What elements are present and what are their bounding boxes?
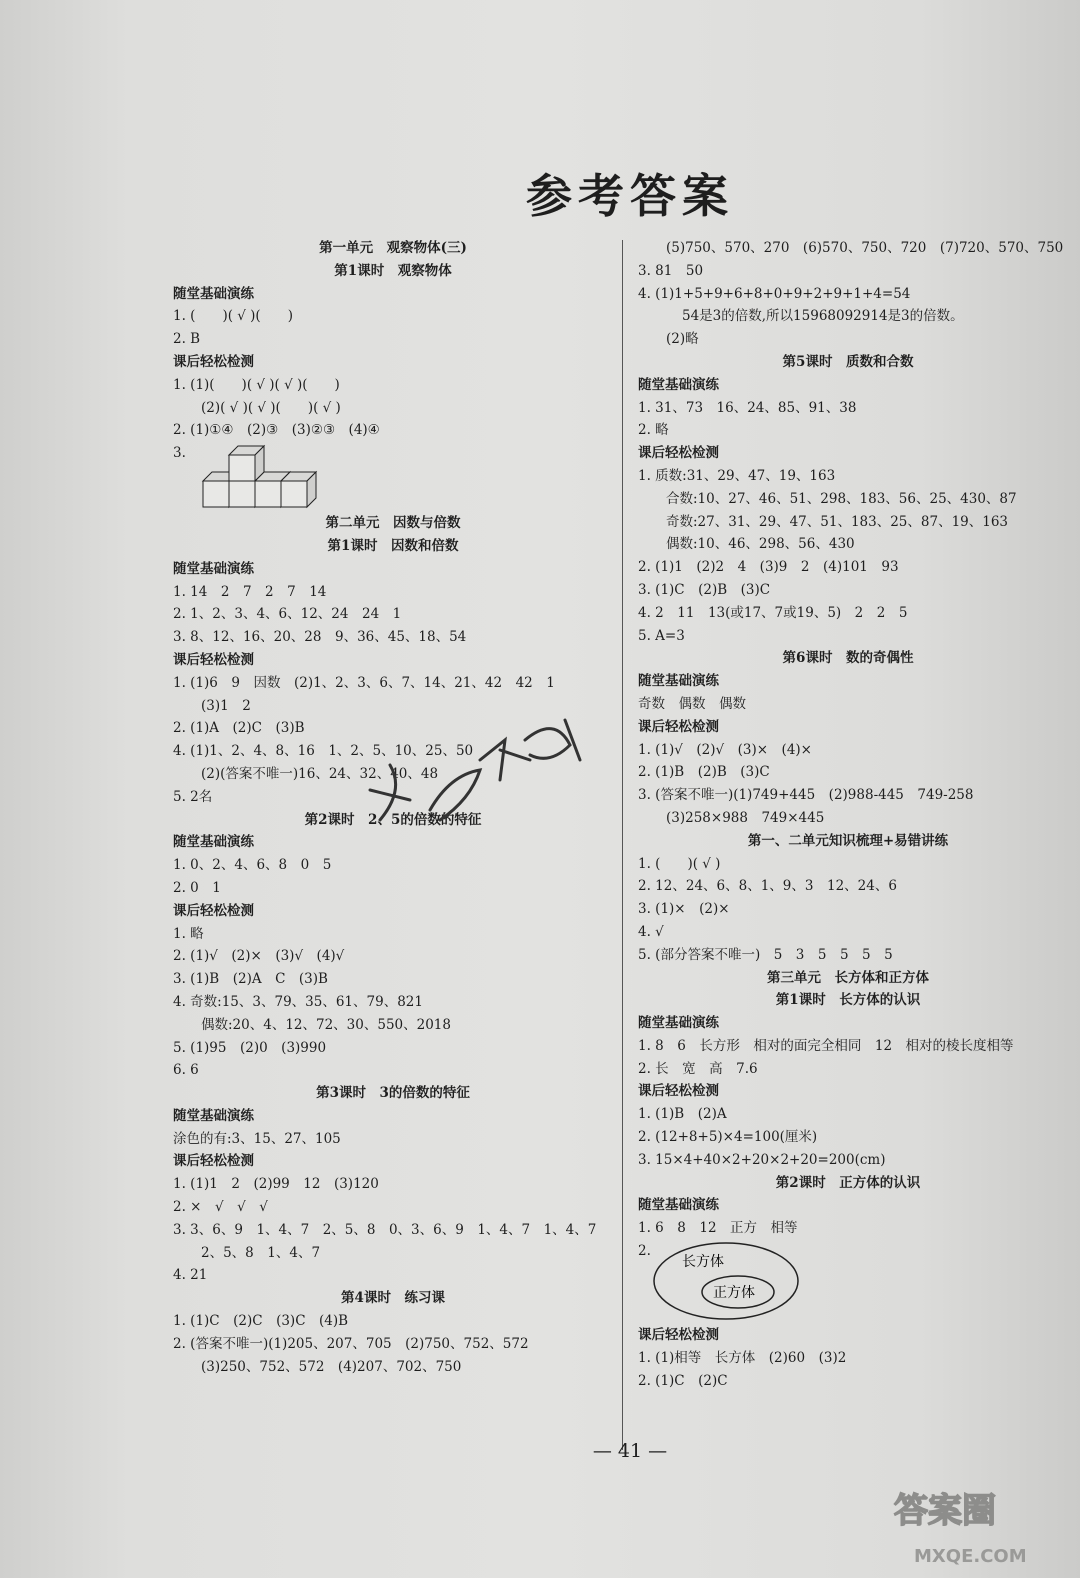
right-line: 1. (1)B (2)A [638, 1106, 727, 1123]
right-line: 2. (1)1 (2)2 4 (3)9 2 (4)101 93 [638, 559, 899, 576]
left-line: 6. 6 [173, 1062, 199, 1079]
left-line: 2、5、8 1、4、7 [201, 1244, 321, 1261]
left-line: 1. ( )( √ )( ) [173, 308, 293, 325]
right-line: (5)750、570、270 (6)570、750、720 (7)720、570、750 [666, 240, 1064, 256]
right-line: 2. 略 [638, 422, 669, 439]
left-line: 第3课时 3的倍数的特征 [316, 1085, 470, 1102]
left-line: 3. 3、6、9 1、4、7 2、5、8 0、3、6、9 1、4、7 1、4、7 [173, 1221, 597, 1238]
right-line: 课后轻松检测 [638, 1083, 719, 1100]
right-line: 1. (1)相等 长方体 (2)60 (3)2 [638, 1349, 847, 1366]
left-line: 随堂基础演练 [173, 560, 254, 577]
left-line: 2. (答案不唯一)(1)205、207、705 (2)750、752、572 [173, 1335, 529, 1352]
question-label: 2. [638, 1243, 651, 1260]
right-line: 1. (1)√ (2)√ (3)× (4)× [638, 741, 812, 758]
right-line: 随堂基础演练 [638, 1197, 719, 1214]
left-line: 1. (1)6 9 因数 (2)1、2、3、6、7、14、21、42 42 1 [173, 674, 555, 691]
cube-stack-diagram [199, 442, 359, 522]
right-line: 奇数 偶数 偶数 [638, 695, 746, 712]
left-line: 2. 0 1 [173, 879, 221, 896]
right-line: 3. (1)× (2)× [638, 901, 730, 918]
left-line: 随堂基础演练 [173, 834, 254, 851]
watermark-url: MXQE.COM [914, 1546, 1027, 1567]
right-line: 2. (1)B (2)B (3)C [638, 764, 770, 781]
left-line: 课后轻松检测 [173, 1153, 254, 1170]
left-line: 涂色的有:3、15、27、105 [173, 1130, 341, 1147]
cube-face [229, 481, 255, 507]
left-line: 课后轻松检测 [173, 353, 254, 370]
left-line: 2. (1)A (2)C (3)B [173, 720, 305, 737]
left-line: 3. (1)B (2)A C (3)B [173, 971, 328, 988]
watermark-logo [890, 1470, 1075, 1570]
right-line: 第2课时 正方体的认识 [775, 1174, 921, 1191]
left-line: 4. 21 [173, 1267, 208, 1284]
right-line: 课后轻松检测 [638, 445, 719, 462]
right-line: 1. 6 8 12 正方 相等 [638, 1220, 798, 1237]
left-line: 2. × √ √ √ [173, 1199, 268, 1216]
left-line: (2)( √ )( √ )( )( √ ) [201, 399, 341, 416]
right-column [638, 237, 1064, 1392]
right-line: 5. A=3 [638, 627, 685, 644]
left-line: 2. B [173, 331, 201, 348]
right-line: 2. (1)C (2)C [638, 1372, 728, 1389]
right-line: 1. 8 6 长方形 相对的面完全相同 12 相对的棱长度相等 [638, 1037, 1014, 1054]
left-line: 5. 2名 [173, 788, 213, 805]
page-number: — 41 — [592, 1440, 668, 1462]
venn-inner-label: 正方体 [713, 1285, 755, 1302]
right-line: 1. 31、73 16、24、85、91、38 [638, 399, 857, 416]
venn-diagram [646, 1236, 816, 1324]
left-line: 第1课时 因数和倍数 [327, 537, 459, 554]
right-line: 3. (1)C (2)B (3)C [638, 581, 771, 598]
left-line: 1. (1)C (2)C (3)C (4)B [173, 1313, 349, 1330]
right-line [638, 1240, 1058, 1324]
left-line: 第1课时 观察物体 [334, 262, 452, 279]
left-line [173, 442, 613, 512]
right-line: 4. √ [638, 923, 664, 940]
right-line: 随堂基础演练 [638, 673, 719, 690]
left-line: 1. 略 [173, 925, 204, 942]
venn-outer-label: 长方体 [682, 1254, 724, 1271]
page-title: 参考答案 [526, 169, 734, 223]
left-line: 随堂基础演练 [173, 1107, 254, 1124]
left-line: 第一单元 观察物体(三) [319, 240, 467, 256]
right-line: 54是3的倍数,所以15968092914是3的倍数。 [682, 308, 964, 325]
right-line: 4. 2 11 13(或17、7或19、5) 2 2 5 [638, 604, 908, 621]
handwritten-scribble [360, 700, 620, 860]
watermark-text: 答案圈 [894, 1491, 996, 1531]
left-line: (3)1 2 [201, 697, 251, 714]
left-line: 第二单元 因数与倍数 [325, 515, 461, 532]
left-line: (3)250、752、572 (4)207、702、750 [201, 1358, 462, 1375]
cube-face [229, 455, 255, 481]
right-line: 2. (12+8+5)×4=100(厘米) [638, 1129, 818, 1146]
right-line: 课后轻松检测 [638, 1327, 719, 1344]
left-line: 第4课时 练习课 [341, 1290, 445, 1307]
left-line: 4. 奇数:15、3、79、35、61、79、821 [173, 993, 423, 1010]
right-line: 4. (1)1+5+9+6+8+0+9+2+9+1+4=54 [638, 285, 911, 302]
right-line: 3. (答案不唯一)(1)749+445 (2)988-445 749-258 [638, 787, 974, 804]
left-line: 2. (1)①④ (2)③ (3)②③ (4)④ [173, 422, 380, 439]
left-line: 随堂基础演练 [173, 285, 254, 302]
column-divider [622, 240, 623, 1450]
right-line: 5. (部分答案不唯一) 5 3 5 5 5 5 [638, 946, 893, 963]
right-line: 第5课时 质数和合数 [782, 353, 914, 370]
right-line: 1. 质数:31、29、47、19、163 [638, 467, 836, 484]
left-line: 4. (1)1、2、4、8、16 1、2、5、10、25、50 [173, 743, 474, 760]
right-line: 奇数:27、31、29、47、51、183、25、87、19、163 [666, 513, 1009, 530]
left-line: 1. (1)( )( √ )( √ )( ) [173, 376, 340, 393]
right-line: 第三单元 长方体和正方体 [767, 969, 929, 986]
right-line: 1. ( )( √ ) [638, 855, 721, 872]
right-line: 课后轻松检测 [638, 718, 719, 735]
right-line: 2. 长 宽 高 7.6 [638, 1060, 758, 1077]
left-line: 2. 1、2、3、4、6、12、24 24 1 [173, 606, 402, 623]
left-line: 1. 14 2 7 2 7 14 [173, 583, 327, 600]
left-line: 1. (1)1 2 (2)99 12 (3)120 [173, 1176, 379, 1193]
left-line: 课后轻松检测 [173, 651, 254, 668]
right-line: 第1课时 长方体的认识 [775, 992, 921, 1009]
question-label: 3. [173, 445, 186, 462]
left-line: 课后轻松检测 [173, 902, 254, 919]
right-line: (3)258×988 749×445 [666, 809, 825, 826]
left-line: 偶数:20、4、12、72、30、550、2018 [201, 1016, 451, 1033]
left-line: (2)(答案不唯一)16、24、32、40、48 [201, 765, 439, 782]
right-line: 第一、二单元知识梳理+易错讲练 [747, 832, 949, 849]
left-line: 3. 8、12、16、20、28 9、36、45、18、54 [173, 629, 467, 646]
right-line: 随堂基础演练 [638, 376, 719, 393]
right-line: 偶数:10、46、298、56、430 [666, 536, 855, 553]
cube-face [255, 481, 281, 507]
left-line: 2. (1)√ (2)× (3)√ (4)√ [173, 948, 345, 965]
right-line: 3. 15×4+40×2+20×2+20=200(cm) [638, 1151, 886, 1168]
left-line: 1. 0、2、4、6、8 0 5 [173, 857, 332, 874]
right-line: 随堂基础演练 [638, 1015, 719, 1032]
left-line: 第2课时 2、5的倍数的特征 [304, 811, 482, 828]
right-line: 第6课时 数的奇偶性 [782, 650, 914, 667]
right-line: (2)略 [666, 331, 699, 348]
left-line: 5. (1)95 (2)0 (3)990 [173, 1039, 327, 1056]
cube-face [281, 481, 307, 507]
right-line: 合数:10、27、46、51、298、183、56、25、430、87 [666, 490, 1017, 507]
right-line: 3. 81 50 [638, 262, 704, 279]
cube-face [203, 481, 229, 507]
right-line: 2. 12、24、6、8、1、9、3 12、24、6 [638, 878, 897, 895]
